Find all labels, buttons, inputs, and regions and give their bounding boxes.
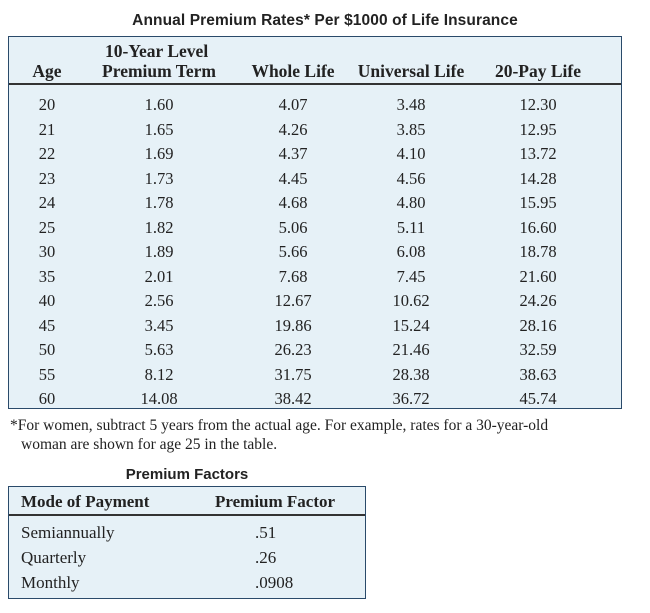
cell-age: 60 [38,389,56,408]
premium-rates-table [8,36,622,409]
cell-whole-life: 19.86 [274,315,312,335]
cell-term: 1.82 [144,217,174,237]
cell-universal-life: 7.45 [396,266,426,286]
cell-pay20-life: 16.60 [519,217,557,237]
col-header-whole-life: Whole Life [251,61,335,81]
cell-term: 1.89 [144,242,174,261]
cell-term: 2.56 [144,291,174,310]
cell-pay20-life: 21.60 [519,266,557,286]
cell-whole-life: 5.06 [278,217,308,237]
cell-age: 23 [38,168,56,188]
cell-universal-life: 5.11 [396,217,426,237]
cell-pay20-life: 12.30 [519,95,557,114]
payment-mode: Monthly [21,573,80,592]
header-rule [9,83,621,85]
cell-age: 25 [38,217,56,237]
cell-term: 14.08 [140,389,178,408]
cell-universal-life: 3.48 [396,95,426,114]
cell-whole-life: 7.68 [278,266,308,286]
cell-pay20-life: 14.28 [519,168,557,188]
premium-factors-table [8,486,366,599]
footnote-line-2: woman are shown for age 25 in the table. [21,436,278,453]
col-header-term-line1: 10-Year Level [105,41,209,61]
cell-pay20-life: 38.63 [519,364,557,384]
cell-universal-life: 10.62 [392,291,430,310]
payment-mode: Quarterly [21,548,87,567]
cell-pay20-life: 13.72 [519,144,557,163]
cell-universal-life: 15.24 [392,315,430,335]
cell-pay20-life: 32.59 [519,340,557,359]
cell-whole-life: 26.23 [274,340,312,359]
premium-factors-title: Premium Factors [125,466,249,483]
cell-term: 2.01 [144,266,174,286]
cell-age: 35 [38,266,56,286]
cell-pay20-life: 12.95 [519,119,557,139]
cell-whole-life: 4.45 [278,168,308,188]
premium-factor-value: .0908 [255,573,294,592]
cell-whole-life: 4.68 [278,193,308,212]
cell-age: 55 [38,364,56,384]
cell-term: 5.63 [144,340,174,359]
col-header-20-pay-life: 20-Pay Life [494,61,582,81]
cell-universal-life: 21.46 [392,340,430,359]
cell-whole-life: 5.66 [278,242,308,261]
cell-whole-life: 4.26 [278,119,308,139]
cell-term: 1.69 [144,144,174,163]
cell-age: 45 [38,315,56,335]
col-header-mode-of-payment: Mode of Payment [21,492,150,511]
cell-term: 8.12 [144,364,174,384]
cell-whole-life: 31.75 [274,364,312,384]
cell-age: 20 [38,95,56,114]
col-header-term-line2: Premium Term [102,61,216,81]
cell-pay20-life: 28.16 [519,315,557,335]
cell-universal-life: 28.38 [392,364,430,384]
footnote-line-1: *For women, subtract 5 years from the actual age. For example, rates for a 30-year-old [10,417,549,434]
cell-universal-life: 4.80 [396,193,426,212]
cell-term: 1.65 [144,119,174,139]
cell-pay20-life: 45.74 [519,389,557,408]
col-header-premium-factor: Premium Factor [215,492,336,511]
cell-universal-life: 4.56 [396,168,426,188]
cell-universal-life: 36.72 [392,389,430,408]
cell-term: 1.78 [144,193,174,212]
cell-age: 30 [38,242,56,261]
cell-pay20-life: 24.26 [519,291,557,310]
cell-universal-life: 6.08 [396,242,426,261]
premium-factor-value: .51 [255,523,277,542]
cell-whole-life: 38.42 [274,389,312,408]
factors-header-rule [9,514,365,516]
cell-pay20-life: 18.78 [519,242,557,261]
col-header-universal-life: Universal Life [357,61,465,81]
cell-whole-life: 4.37 [278,144,308,163]
col-header-age: Age [32,61,62,81]
cell-whole-life: 12.67 [274,291,312,310]
cell-pay20-life: 15.95 [519,193,557,212]
payment-mode: Semiannually [21,523,115,542]
cell-term: 1.60 [144,95,174,114]
cell-age: 22 [38,144,56,163]
cell-term: 3.45 [144,315,174,335]
cell-whole-life: 4.07 [278,95,308,114]
cell-age: 24 [38,193,56,212]
footnote [10,416,630,454]
cell-age: 50 [38,340,56,359]
cell-term: 1.73 [144,168,174,188]
cell-universal-life: 3.85 [396,119,426,139]
cell-age: 40 [38,291,56,310]
premium-factor-value: .26 [255,548,277,567]
cell-universal-life: 4.10 [396,144,426,163]
table-title: Annual Premium Rates* Per $1000 of Life Insurance [132,12,518,29]
cell-age: 21 [38,119,56,139]
